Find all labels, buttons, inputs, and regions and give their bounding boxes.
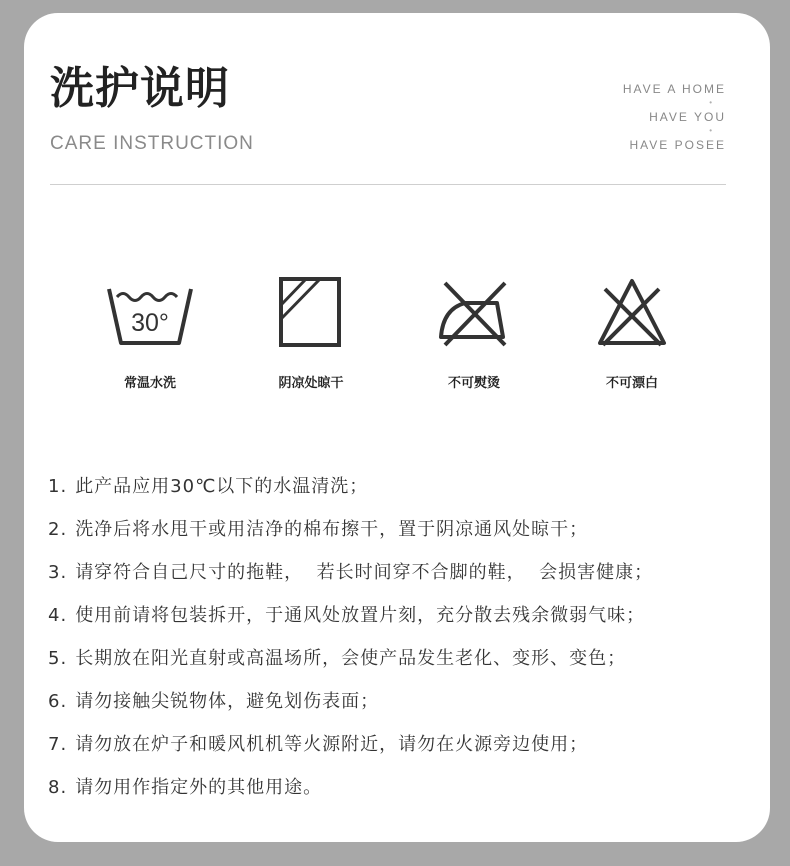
list-item bbox=[48, 680, 653, 723]
do-not-bleach-icon bbox=[587, 275, 677, 351]
item-text: 此产品应用30℃以下的水温清洗； bbox=[75, 476, 369, 497]
brand-line: HAVE YOU bbox=[649, 110, 726, 124]
item-number: 5. bbox=[48, 648, 68, 669]
care-card bbox=[24, 13, 770, 842]
list-item bbox=[48, 594, 653, 637]
item-text: 请穿符合自己尺寸的拖鞋， 若长时间穿不合脚的鞋， 会损害健康； bbox=[75, 562, 654, 583]
page-subtitle: CARE INSTRUCTION bbox=[50, 133, 254, 154]
item-number: 2. bbox=[48, 519, 68, 540]
item-text: 洗净后将水甩干或用洁净的棉布擦干，置于阴凉通风处晾干； bbox=[75, 519, 589, 540]
brand-slogan bbox=[623, 82, 726, 152]
brand-dot: • bbox=[709, 126, 714, 135]
item-number: 1. bbox=[48, 476, 68, 497]
iron-label: 不可熨烫 bbox=[447, 376, 500, 391]
list-item bbox=[48, 508, 653, 551]
list-item bbox=[48, 465, 653, 508]
list-item bbox=[48, 766, 653, 809]
do-not-iron-icon bbox=[429, 275, 519, 351]
list-item bbox=[48, 637, 653, 680]
item-number: 4. bbox=[48, 605, 68, 626]
item-number: 8. bbox=[48, 777, 68, 798]
bleach-label: 不可漂白 bbox=[605, 376, 658, 391]
brand-dot: • bbox=[709, 98, 714, 107]
item-number: 7. bbox=[48, 734, 68, 755]
item-text: 请勿用作指定外的其他用途。 bbox=[75, 777, 323, 798]
wash-temperature: 30° bbox=[131, 309, 169, 337]
list-item bbox=[48, 723, 653, 766]
brand-line: HAVE A HOME bbox=[622, 82, 726, 96]
dry-in-shade-icon bbox=[266, 275, 356, 351]
item-number: 3. bbox=[48, 562, 68, 583]
brand-line: HAVE POSEE bbox=[629, 138, 726, 152]
item-text: 长期放在阳光直射或高温场所，会使产品发生老化、变形、变色； bbox=[75, 648, 627, 669]
wash-30-icon bbox=[105, 275, 195, 351]
item-number: 6. bbox=[48, 691, 68, 712]
dry-label: 阴凉处晾干 bbox=[278, 376, 344, 391]
item-text: 请勿接触尖锐物体，避免划伤表面； bbox=[75, 691, 380, 712]
page-title: 洗护说明 bbox=[50, 63, 230, 114]
instruction-list bbox=[48, 465, 653, 809]
header-divider bbox=[50, 184, 726, 185]
wash-label: 常温水洗 bbox=[123, 376, 176, 391]
item-text: 使用前请将包装拆开，于通风处放置片刻，充分散去残余微弱气味； bbox=[75, 605, 646, 626]
item-text: 请勿放在炉子和暖风机机等火源附近，请勿在火源旁边使用； bbox=[75, 734, 589, 755]
list-item bbox=[48, 551, 653, 594]
